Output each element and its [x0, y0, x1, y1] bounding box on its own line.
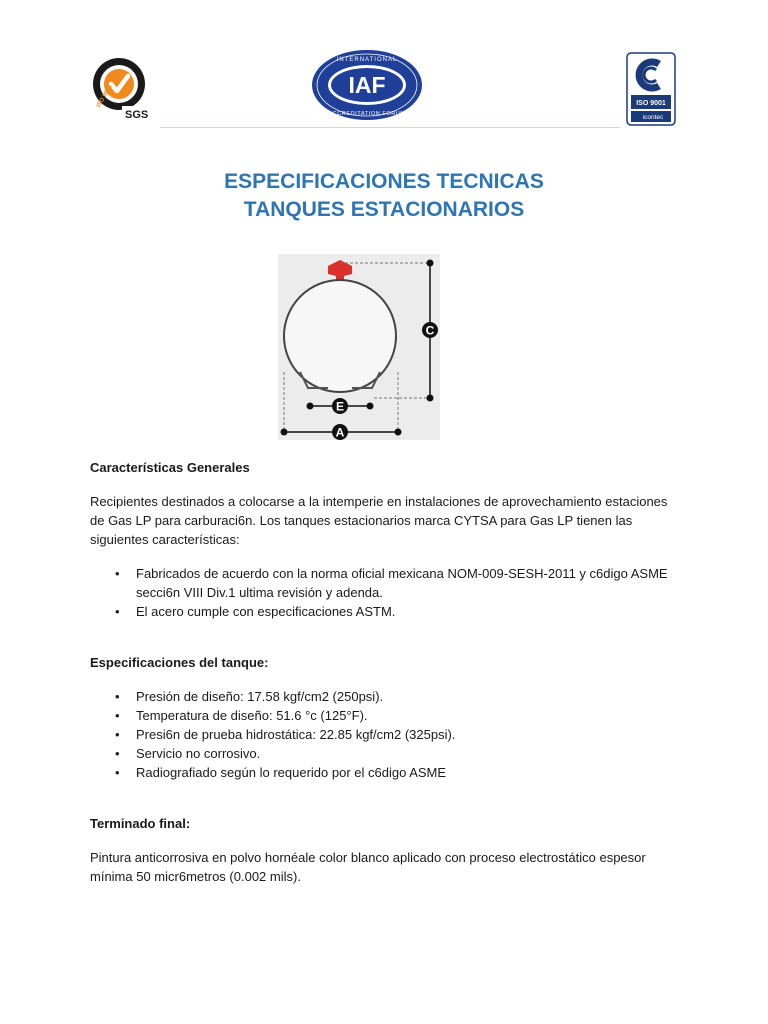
- iaf-accreditation-forum-logo-icon: [310, 48, 424, 122]
- specs-bullet: • Presión de diseño: 17.58 kgf/cm2 (250psi).: [136, 687, 680, 706]
- header-divider: [160, 127, 620, 128]
- svg-text:INTERNATIONAL: INTERNATIONAL: [336, 57, 398, 63]
- general-bullet-list: [90, 564, 680, 621]
- dimension-c-label: C: [425, 323, 435, 338]
- svg-text:ISO 9001: ISO 9001: [96, 83, 114, 109]
- sgs-iso-9001-certification-seal-icon: [88, 56, 154, 122]
- specs-bullet: • Servicio no corrosivo.: [136, 744, 680, 763]
- specs-bullet: • Presi6n de prueba hidrostática: 22.85 kgf/cm2 (325psi).: [136, 725, 680, 744]
- document-title: [0, 168, 768, 224]
- specs-bullet: • Radiografiado según lo requerido por el c6digo ASME: [136, 763, 680, 782]
- iaf-center-text: IAF: [348, 72, 386, 98]
- svg-text:ACCREDITATION FORUM: ACCREDITATION FORUM: [328, 111, 406, 117]
- dimension-a-label: A: [335, 425, 345, 440]
- document-body: [90, 458, 680, 886]
- general-bullet: • Fabricados de acuerdo con la norma oficial mexicana NOM-009-SESH-2011 y c6digo ASME secci6n VIII Div.1 ultima revisión y adenda.: [136, 564, 680, 602]
- sgs-label: SGS: [125, 109, 149, 121]
- stationary-tank-dimension-diagram-icon: [278, 254, 440, 440]
- finish-paragraph: Pintura anticorrosiva en polvo hornéale color blanco aplicado con proceso electrostático espesor mínima 50 micr6metros (0.002 mils).: [90, 850, 646, 884]
- svg-text:icontec: icontec: [642, 114, 664, 121]
- general-paragraph: Recipientes destinados a colocarse a la intemperie en instalaciones de aprovechamiento estaciones de Gas LP para carburaci6n. Los tanques estacionarios marca CYTSA para Gas LP tienen las siguientes características:: [90, 494, 668, 547]
- page-header: [0, 0, 768, 130]
- specs-bullet-list: [90, 687, 680, 782]
- dimension-e-label: E: [335, 399, 345, 414]
- finish-heading: Terminado final:: [90, 816, 191, 831]
- title-line-1: ESPECIFICACIONES TECNICAS: [224, 170, 544, 193]
- icontec-iso-9001-badge-icon: [626, 52, 676, 126]
- specs-bullet: • Temperatura de diseño: 51.6 °c (125°F).: [136, 706, 680, 725]
- general-heading: Características Generales: [90, 460, 250, 475]
- svg-text:ISO 9001: ISO 9001: [636, 100, 666, 107]
- specs-heading: Especificaciones del tanque:: [90, 655, 269, 670]
- title-line-2: TANQUES ESTACIONARIOS: [243, 198, 525, 221]
- general-bullet: • El acero cumple con especificaciones ASTM.: [136, 602, 680, 621]
